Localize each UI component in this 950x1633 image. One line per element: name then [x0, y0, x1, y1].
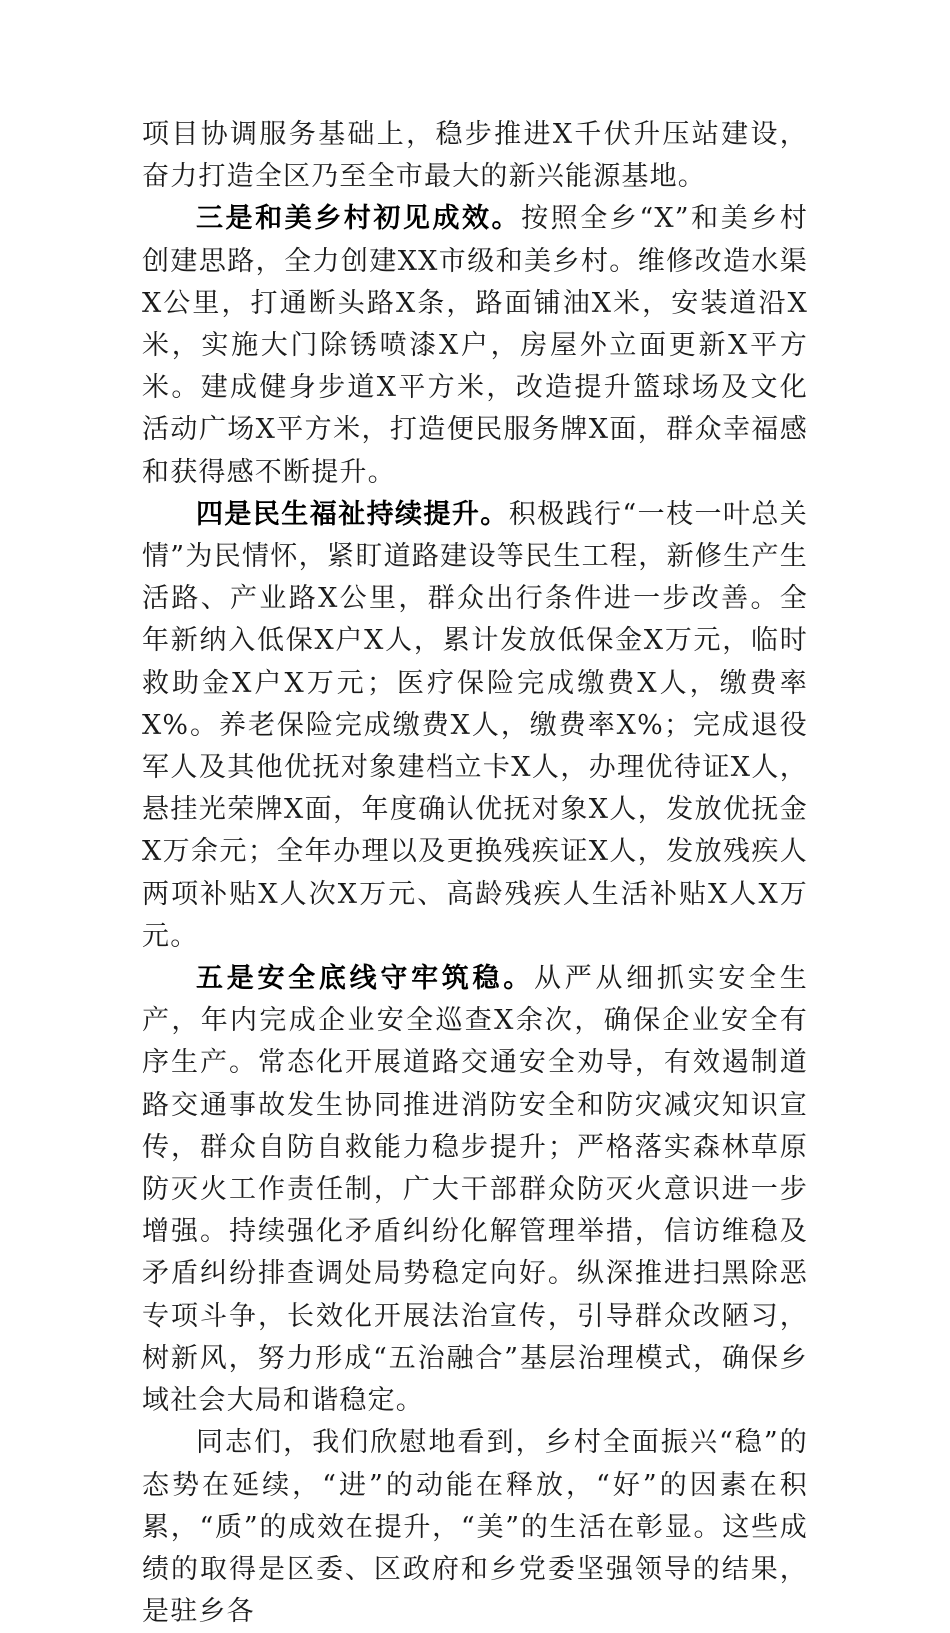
paragraph-text: 项目协调服务基础上，稳步推进X千伏升压站建设，奋力打造全区乃至全市最大的新兴能源基地。: [142, 119, 808, 193]
paragraph-lead-heading: 三是和美乡村初见成效。: [196, 203, 522, 235]
paragraph-livelihood: [142, 494, 808, 958]
paragraph-text: 从严从细抓实安全生产，年内完成企业安全巡查X余次，确保企业安全有序生产。常态化开展道路交通安全劝导，有效遏制道路交通事故发生协同推进消防安全和防灾减灾知识宣传，群众自防自救能力稳步提升；严格落实森林草原防灭火工作责任制，广大干部群众防灭火意识进一步增强。持续强化矛盾纠纷化解管理举措，信访维稳及矛盾纠纷排查调处局势稳定向好。纵深推进扫黑除恶专项斗争，长效化开展法治宣传，引导群众改陋习，树新风，努力形成“五治融合”基层治理模式，确保乡域社会大局和谐稳定。: [142, 963, 808, 1417]
paragraph-energy-base: [142, 114, 808, 198]
paragraph-safety: [142, 958, 808, 1422]
paragraph-text: 积极践行“一枝一叶总关情”为民情怀，紧盯道路建设等民生工程，新修生产生活路、产业路X公里，群众出行条件进一步改善。全年新纳入低保X户X人，累计发放低保金X万元，临时救助金X户X万元；医疗保险完成缴费X人，缴费率X%。养老保险完成缴费X人，缴费率X%；完成退役军人及其他优抚对象建档立卡X人，办理优待证X人，悬挂光荣牌X面，年度确认优抚对象X人，发放优抚金X万余元；全年办理以及更换残疾证X人，发放残疾人两项补贴X人次X万元、高龄残疾人生活补贴X人X万元。: [142, 498, 808, 952]
paragraph-text: 同志们，我们欣慰地看到，乡村全面振兴“稳”的态势在延续，“进”的动能在释放，“好”的因素在积累，“质”的成效在提升，“美”的生活在彰显。这些成绩的取得是区委、区政府和乡党委坚强领导的结果，是驻乡各: [142, 1427, 808, 1628]
document-body: [142, 114, 808, 1633]
paragraph-text: 按照全乡“X”和美乡村创建思路，全力创建XX市级和美乡村。维修改造水渠X公里，打通断头路X条，路面铺油X米，安装道沿X米，实施大门除锈喷漆X户，房屋外立面更新X平方米。建成健身步道X平方米，改造提升篮球场及文化活动广场X平方米，打造便民服务牌X面，群众幸福感和获得感不断提升。: [142, 203, 809, 488]
paragraph-summary: [142, 1422, 808, 1633]
paragraph-lead-heading: 四是民生福祉持续提升。: [196, 498, 509, 530]
paragraph-beautiful-village: [142, 198, 808, 493]
paragraph-lead-heading: 五是安全底线守牢筑稳。: [196, 963, 534, 995]
